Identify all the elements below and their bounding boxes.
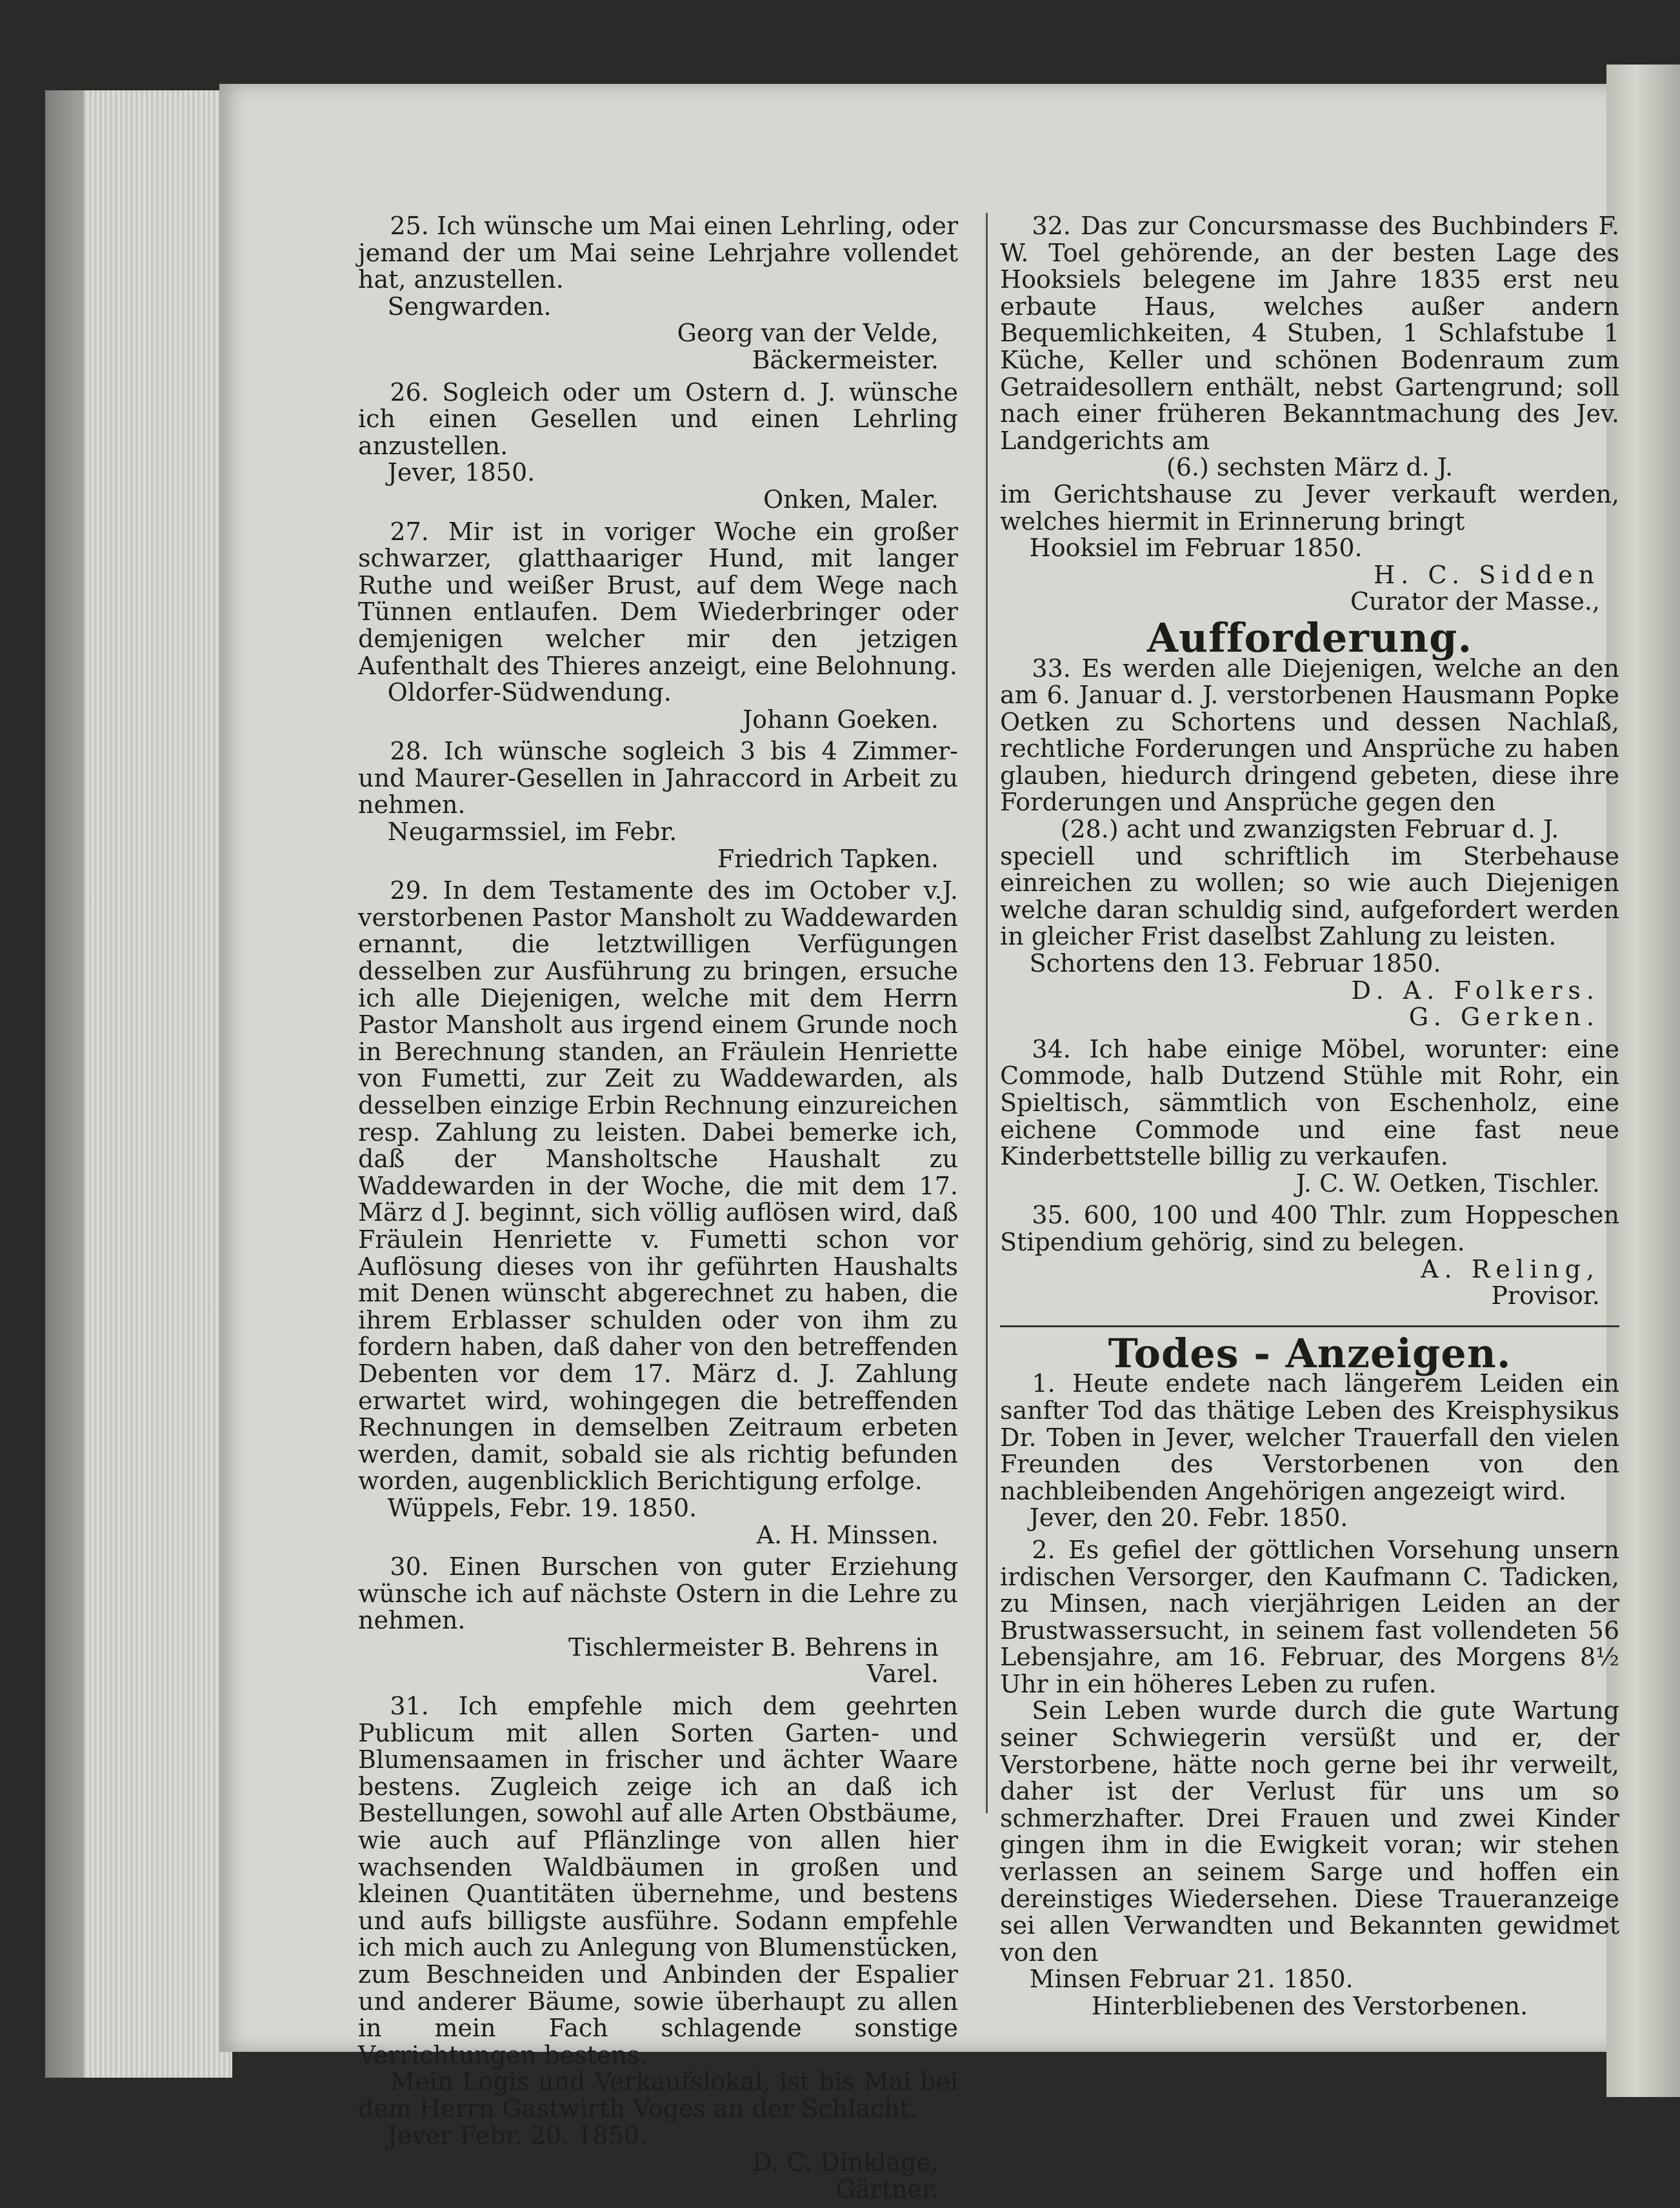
ad-signature: A. H. Minssen. — [756, 1520, 939, 1549]
notice-place: Jever, den 20. Febr. 1850. — [1029, 1503, 1348, 1532]
ad-date: (6.) sechsten März d. J. — [1166, 453, 1454, 482]
ad-25 — [358, 213, 958, 374]
ad-place: Oldorfer-Südwendung. — [387, 678, 672, 707]
ad-29 — [358, 878, 958, 1549]
death-notice-1 — [1000, 1370, 1619, 1532]
ad-place: Schortens den 13. Februar 1850. — [1029, 949, 1441, 978]
ad-34 — [1000, 1036, 1619, 1198]
section-rule — [1000, 1325, 1619, 1327]
ad-text: 26. Sogleich oder um Ostern d. J. wünsche ich einen Gesellen und einen Lehrling anzustellen. — [358, 377, 958, 460]
ad-text: 30. Einen Burschen von guter Erziehung wünsche ich auf nächste Ostern in die Lehre zu nehmen. — [358, 1552, 958, 1635]
ad-signature: D. C. Dinklage, — [752, 2148, 939, 2177]
ad-text: 29. In dem Testamente des im October v.J. verstorbenen Pastor Mansholt zu Waddewarden ernannt, die letztwilligen Verfügungen desselben zur Ausführung zu bringen, ersuche ich alle Diejenigen, welche mit dem Herrn Pastor Mansholt aus irgend einem Grunde noch in Berechnung standen, an Fräulein Henriette von Fumetti, zur Zeit zu Waddewarden, als desselben einzige Erbin Rechnung einzureichen resp. Zahlung zu leisten. Dabei bemerke ich, daß der Mansholtsche Haushalt zu Waddewarden in der Woche, die mit dem 17. März d J. beginnt, sich völlig auflösen wird, daß Fräulein Henriette v. Fumetti schon vor Auflösung dieses von ihr geführten Haushalts mit Denen wünscht abgerechnet zu haben, die ihrem Erblasser schulden oder von ihm zu fordern haben, daß daher von den betreffenden Debenten vor dem 17. März d. J. Zahlung erwartet wird, wohingegen die betreffenden Rechnungen in demselben Zeitraum erbeten werden, damit, sobald sie als richtig befunden worden, augenblicklich Berichtigung erfolge. — [358, 876, 958, 1496]
left-column — [358, 213, 958, 2208]
ad-text: 34. Ich habe einige Möbel, worunter: eine Commode, halb Dutzend Stühle mit Rohr, ein Spieltisch, sämmtlich von Eschenholz, eine eichene Commode und eine fast neue Kinderbettstelle billig zu verkaufen. — [1000, 1034, 1619, 1171]
ad-text: 32. Das zur Concursmasse des Buchbinders F. W. Toel gehörende, an der besten Lage des Hooksiels belegene im Jahre 1835 erst neu erbaute Haus, welches außer andern Bequemlichkeiten, 4 Stuben, 1 Schlafstube 1 Küche, Keller und schönen Bodenraum zum Getraidesollern enthält, nebst Gartengrund; soll nach einer früheren Bekanntmachung des Jev. Landgerichts am — [1000, 212, 1619, 455]
ad-text-continued: Mein Logis und Verkaufslokal, ist bis Mai bei dem Herrn Gastwirth Voges an der Schlacht. — [358, 2067, 958, 2123]
ad-signature: A. Reling, — [1421, 1254, 1600, 1283]
right-column — [1000, 213, 1619, 2025]
ad-place: Wüppels, Febr. 19. 1850. — [387, 1493, 697, 1522]
ad-signature-2: G. Gerken. — [1408, 1003, 1600, 1032]
notice-text: 2. Es gefiel der göttlichen Vorsehung unsern irdischen Versorger, den Kaufmann C. Tadicken, zu Minsen, nach vierjährigen Leiden an der Brustwassersucht, in seinem fast vollendeten 56 Lebensjahre, am 16. Februar, des Morgens 8½ Uhr in ein höheres Leben zu rufen. — [1000, 1535, 1619, 1698]
ad-text: 31. Ich empfehle mich dem geehrten Publicum mit allen Sorten Garten- und Blumensaamen in frischer und ächter Waare bestens. Zugleich zeige ich an daß ich Bestellungen, sowohl auf alle Arten Obstbäume, wie auch auf Pflänzlinge von allen hier wachsenden Waldbäumen in großen und kleinen Quantitäten übernehme, und bestens und aufs billigste ausführe. Sodann empfehle ich mich auch zu Anlegung von Blumenstücken, zum Beschneiden und Anbinden der Espalier und anderer Bäume, sowie überhaupt zu allen in mein Fach schlagende sonstige Verrichtungen bestens. — [358, 1692, 958, 2069]
ad-signature: H. C. Sidden — [1374, 560, 1600, 589]
ad-place: Jever, 1850. — [387, 458, 535, 487]
ad-date: (28.) acht und zwanzigsten Februar d. J. — [1060, 815, 1559, 844]
ad-33 — [1000, 656, 1619, 1031]
book-cover-edge — [45, 90, 84, 2078]
ad-text: 27. Mir ist in voriger Woche ein großer schwarzer, glatthaariger Hund, mit langer Ruthe und weißer Brust, auf dem Wege nach Tünnen entlaufen. Dem Wiederbringer oder demjenigen welcher mir den jetzigen Aufenthalt des Thieres anzeigt, eine Belohnung. — [358, 517, 958, 680]
ad-signature: Tischlermeister B. Behrens in — [568, 1632, 939, 1661]
ad-signature: D. A. Folkers. — [1351, 976, 1600, 1005]
ad-signature-title: Bäckermeister. — [752, 345, 939, 374]
ad-30 — [358, 1554, 958, 1688]
ad-text-continued: im Gerichtshause zu Jever verkauft werden, welches hiermit in Erinnerung bringt — [1000, 479, 1619, 536]
column-divider — [986, 213, 988, 1813]
ad-text: 28. Ich wünsche sogleich 3 bis 4 Zimmer- und Maurer-Gesellen in Jahraccord in Arbeit zu nehmen. — [358, 737, 958, 819]
ad-place: Neugarmssiel, im Febr. — [387, 818, 677, 847]
ad-place: Hooksiel im Februar 1850. — [1029, 534, 1363, 563]
ad-signature-place: Varel. — [866, 1660, 939, 1689]
ad-signature: J. C. W. Oetken, Tischler. — [1295, 1169, 1600, 1198]
ad-signature: Friedrich Tapken. — [717, 844, 939, 873]
ad-signature-title: Gärtner. — [835, 2174, 939, 2203]
notice-signature: Hinterbliebenen des Verstorbenen. — [1091, 1992, 1528, 2020]
ad-32 — [1000, 213, 1619, 616]
section-heading-aufforderung: Aufforderung. — [1146, 614, 1473, 661]
ad-text: 35. 600, 100 und 400 Thlr. zum Hoppeschen Stipendium gehörig, sind zu belegen. — [1000, 1201, 1619, 1256]
section-heading-todes-anzeigen: Todes - Anzeigen. — [1108, 1329, 1512, 1377]
death-notice-2 — [1000, 1537, 1619, 2020]
ad-text: 25. Ich wünsche um Mai einen Lehrling, oder jemand der um Mai seine Lehrjahre vollendet hat, anzustellen. — [358, 212, 958, 294]
ad-text: 33. Es werden alle Diejenigen, welche an den am 6. Januar d. J. verstorbenen Hausmann Popke Oetken zu Schortens und dessen Nachlaß, rechtliche Forderungen und Ansprüche zu haben glauben, hiedurch dringend gebeten, diese ihre Forderungen und Ansprüche gegen den — [1000, 654, 1619, 817]
ad-place: Jever Febr. 20. 1850. — [387, 2121, 648, 2150]
ad-35 — [1000, 1202, 1619, 1309]
ad-text-continued: speciell und schriftlich im Sterbehause einreichen zu wollen; so wie auch Diejenigen welche daran schuldig sind, aufgefordert werden in gleicher Frist daselbst Zahlung zu leisten. — [1000, 841, 1619, 951]
ad-signature: Georg van der Velde, — [677, 319, 939, 348]
ad-signature-title: Provisor. — [1491, 1281, 1600, 1310]
ad-signature: Johann Goeken. — [742, 705, 939, 734]
notice-place: Minsen Februar 21. 1850. — [1029, 1965, 1354, 1994]
ad-signature-title: Curator der Masse., — [1350, 587, 1600, 616]
ad-26 — [358, 379, 958, 514]
ad-signature: Onken, Maler. — [763, 485, 939, 514]
notice-text: 1. Heute endete nach längerem Leiden ein sanfter Tod das thätige Leben des Kreisphysikus Dr. Toben in Jever, welcher Trauerfall den vielen Freunden des Verstorbenen von den nachbleibenden Angehörigen angezeigt wird. — [1000, 1369, 1619, 1505]
ad-27 — [358, 519, 958, 734]
notice-text-continued: Sein Leben wurde durch die gute Wartung seiner Schwiegerin versüßt und er, der Verstorbene, hätte noch gerne bei ihr verweilt, daher ist der Verlust für uns um so schmerzhafter. Drei Frauen und zwei Kinder gingen ihm in die Ewigkeit voran; wir stehen verlassen an seinem Sarge und hoffen ein dereinstiges Wiedersehen. Diese Traueranzeige sei allen Verwandten und Bekannten gewidmet von den — [1000, 1696, 1619, 1967]
ad-place: Sengwarden. — [387, 292, 552, 321]
ad-28 — [358, 738, 958, 872]
ad-31 — [358, 1693, 958, 2203]
